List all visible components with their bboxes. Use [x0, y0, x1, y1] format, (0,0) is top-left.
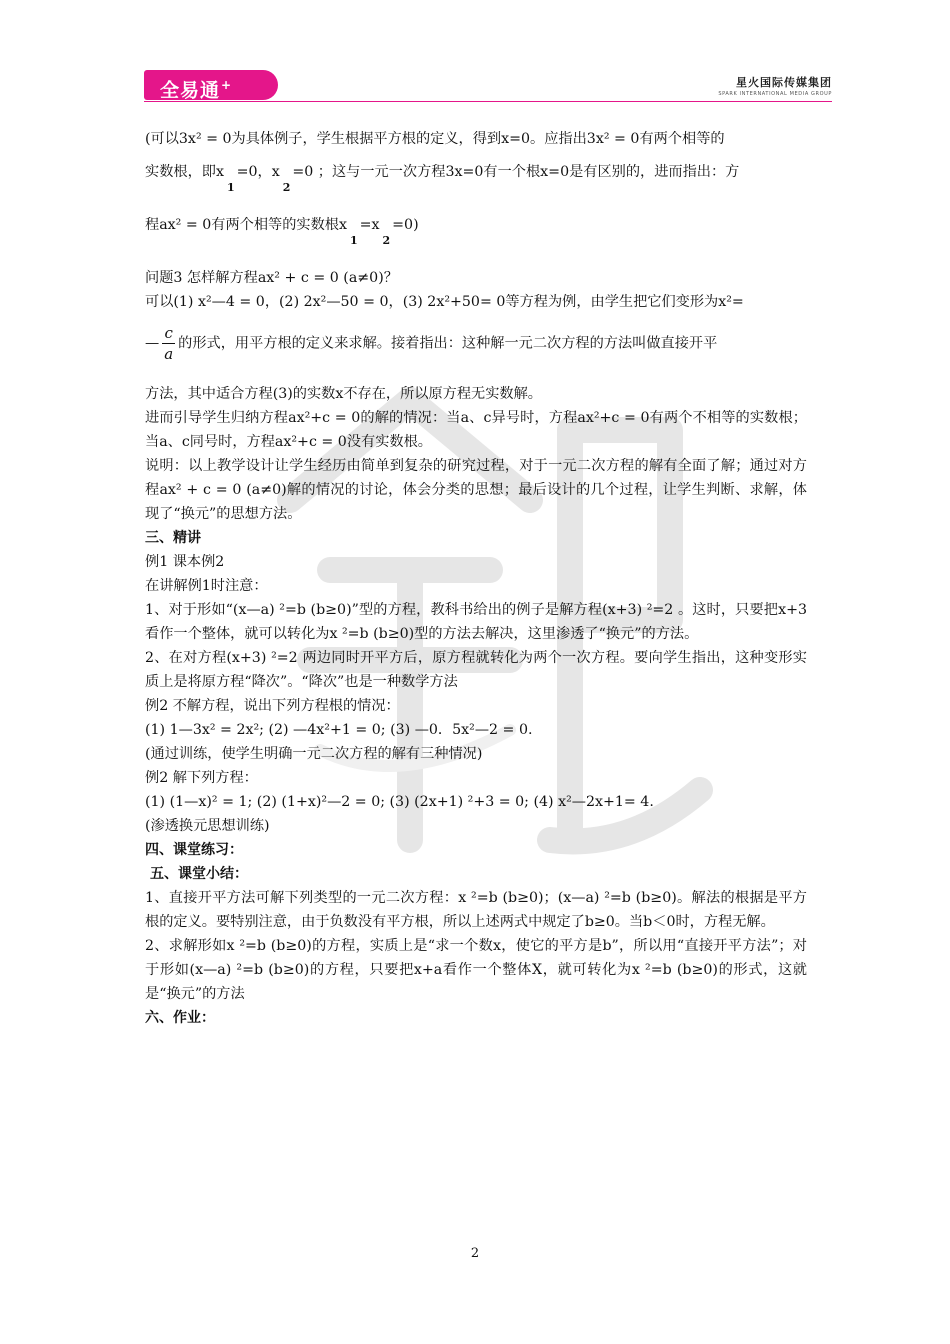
text-fragment: =0，x — [236, 164, 280, 180]
text-line: 方法，其中适合方程(3)的实数x不存在，所以原方程无实数解。 — [145, 386, 542, 402]
text-fragment: =0) — [392, 217, 419, 233]
text-line: (通过训练，使学生明确一元二次方程的解有三种情况) — [145, 746, 483, 762]
section-heading: 三、精讲 — [145, 530, 201, 546]
section-heading: 六、作业： — [145, 1010, 215, 1026]
text-fragment: 程ax² = 0有两个相等的实数根x — [145, 217, 347, 233]
subscript: 2 — [382, 234, 391, 247]
equation-list: (1) 1—3x² = 2x²; (2) —4x²+1 = 0; (3) —0．5x²—2 = 0. — [145, 722, 533, 738]
text-fragment: =0 ；这与一元一次方程3x=0有一个根x=0是有区别的，进而指出：方 — [292, 164, 740, 180]
brand-logo — [144, 70, 278, 100]
text-line — [145, 323, 807, 364]
text-line: 可以(1) x²—4 = 0，(2) 2x²—50 = 0，(3) 2x²+50= 0等方程为例，由学生把它们变形为x²= — [145, 294, 744, 310]
paragraph: 进而引导学生归纳方程ax²+c = 0的解的情况：当a、c异号时，方程ax²+c = 0有两个不相等的实数根；当a、c同号时，方程ax²+c = 0没有实数根。 — [145, 410, 807, 450]
paragraph: 说明：以上教学设计让学生经历由简单到复杂的研究过程，对于一元二次方程的解有全面了解；通过对方程ax² + c = 0 (a≠0)解的情况的讨论，体会分类的思想；最后设计的几个过程，让学生判断、求解，体现了“换元”的思想方法。 — [145, 458, 807, 522]
text-line — [145, 160, 807, 194]
paragraph: 1、直接开平方法可解下列类型的一元二次方程：x ²=b (b≥0)；(x—a) ²=b (b≥0)。解法的根据是平方根的定义。要特别注意，由于负数没有平方根，所以上述两式中规定了b≥0。当b＜0时，方程无解。 — [145, 890, 807, 930]
company-name-en: SPARK INTERNATIONAL MEDIA GROUP — [718, 91, 832, 97]
text-line: 在讲解例1时注意： — [145, 578, 268, 594]
question-heading: 问题3 怎样解方程ax² + c = 0 (a≠0)？ — [145, 270, 398, 286]
subscript: 2 — [282, 181, 291, 194]
text-line: (渗透换元思想训练) — [145, 818, 270, 834]
page-number: 2 — [470, 1246, 480, 1261]
text-fragment: 的形式，用平方根的定义来求解。接着指出：这种解一元二次方程的方法叫做直接开平 — [178, 335, 718, 352]
minus-sign: — — [145, 335, 160, 352]
paragraph: 1、对于形如“(x—a) ²=b (b≥0)”型的方程，教科书给出的例子是解方程(x+3) ²=2 。这时，只要把x+3看作一个整体，就可以转化为x ²=b (b≥0)型的方法去解决，这里渗透了“换元”的方法。 — [145, 602, 807, 642]
logo-mark: + — [221, 78, 233, 92]
section-heading: 四、课堂练习： — [145, 842, 243, 858]
text-line — [145, 213, 807, 247]
subscript: 1 — [226, 181, 235, 194]
text-fragment: =x — [359, 217, 380, 233]
fraction-numerator: c — [162, 323, 175, 344]
paragraph: 2、求解形如x ²=b (b≥0)的方程，实质上是“求一个数x，使它的平方是b”，所以用“直接开平方法”；对于形如(x—a) ²=b (b≥0)的方程，只要把x+a看作一个整体X，就可转化为x ²=b (b≥0)的形式，这就是“换元”的方法 — [145, 938, 807, 1002]
header-divider — [144, 101, 832, 102]
fraction — [162, 323, 175, 364]
equation-list: (1) (1—x)² = 1; (2) (1+x)²—2 = 0; (3) (2x+1) ²+3 = 0; (4) x²—2x+1= 4. — [145, 794, 654, 810]
example-title: 例2 解下列方程： — [145, 770, 258, 786]
example-title: 例2 不解方程，说出下列方程根的情况： — [145, 698, 400, 714]
paragraph: 2、在对方程(x+3) ²=2 两边同时开平方后，原方程就转化为两个一次方程。要向学生指出，这种变形实质上是将原方程“降次”。“降次”也是一种数学方法 — [145, 650, 807, 690]
document-body — [145, 127, 807, 1030]
example-title: 例1 课本例2 — [145, 554, 225, 570]
subscript: 1 — [349, 234, 358, 247]
logo-text: 全易通 — [160, 79, 221, 102]
company-name — [718, 74, 832, 97]
section-heading: 五、课堂小结： — [150, 866, 248, 882]
text-fragment: 实数根，即x — [145, 164, 224, 180]
fraction-denominator: a — [164, 345, 174, 363]
page-header — [144, 66, 832, 104]
company-name-cn: 星火国际传媒集团 — [736, 76, 832, 89]
text-line: (可以3x² = 0为具体例子，学生根据平方根的定义，得到x=0。应指出3x² = 0有两个相等的 — [145, 131, 725, 147]
